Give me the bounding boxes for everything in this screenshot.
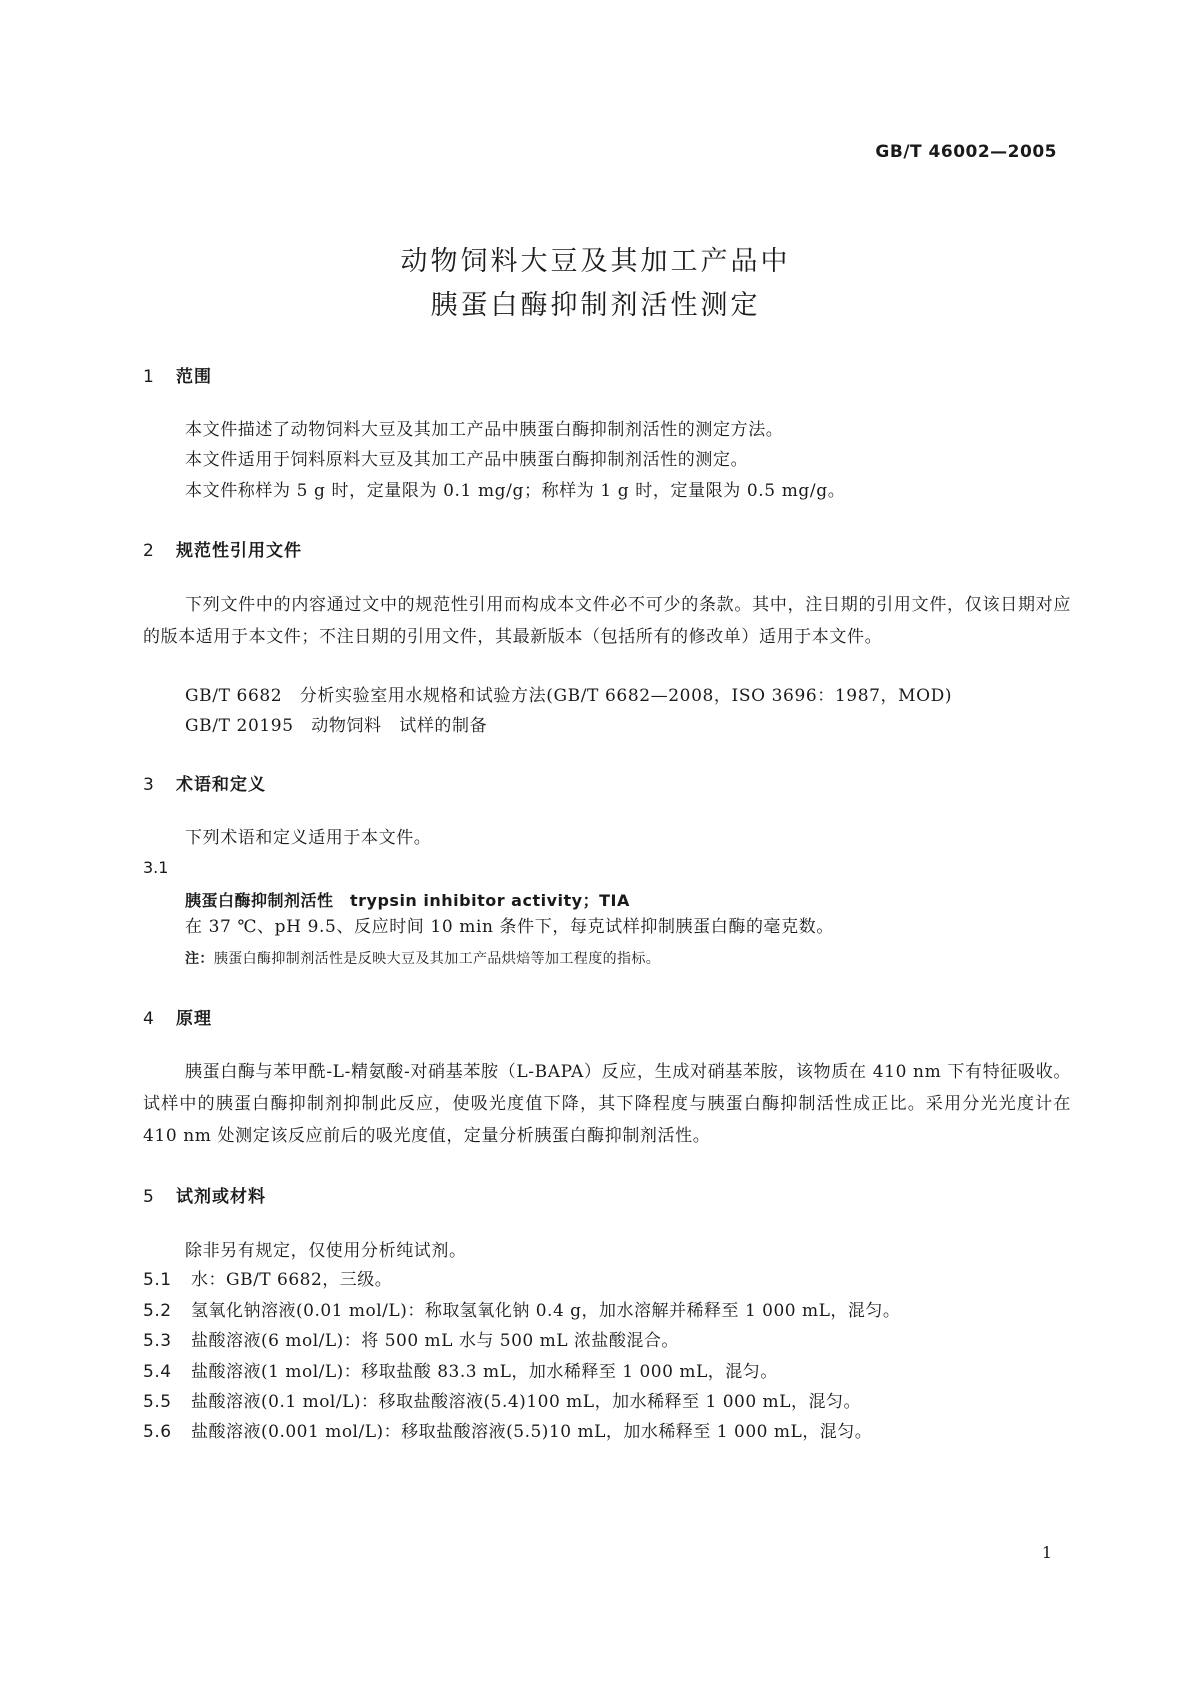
section-3-heading <box>143 770 266 795</box>
term-definition: 在 37 ℃、pH 9.5、反应时间 10 min 条件下，每克试样抑制胰蛋白酶的毫克数。 <box>185 917 834 937</box>
reagent-number: 5.2 <box>143 1301 172 1321</box>
section-1-number: 1 <box>143 367 155 387</box>
section-2-heading <box>143 536 302 561</box>
standard-code: GB/T 46002—2005 <box>875 142 1057 162</box>
reagent-text: 水：GB/T 6682，三级。 <box>191 1270 393 1290</box>
reference-2: GB/T 20195 动物饲料 试样的制备 <box>185 716 488 736</box>
section-1-paragraph-3: 本文件称样为 5 g 时，定量限为 0.1 mg/g；称样为 1 g 时，定量限为 0.5 mg/g。 <box>185 481 846 501</box>
section-4-title: 原理 <box>176 1009 212 1029</box>
reagent-item <box>143 1357 778 1382</box>
section-5-title: 试剂或材料 <box>176 1187 266 1207</box>
section-5-intro: 除非另有规定，仅使用分析纯试剂。 <box>185 1241 467 1261</box>
section-1-paragraph-1: 本文件描述了动物饲料大豆及其加工产品中胰蛋白酶抑制剂活性的测定方法。 <box>185 420 784 440</box>
section-3-title: 术语和定义 <box>176 775 266 795</box>
section-4-text: 胰蛋白酶与苯甲酰-L-精氨酸-对硝基苯胺（L-BAPA）反应，生成对硝基苯胺，该物质在 410 nm 下有特征吸收。试样中的胰蛋白酶抑制剂抑制此反应，使吸光度值下降，其下降程度与胰蛋白酶抑制活性成正比。采用分光光度计在 410 nm 处测定该反应前后的吸光度值，定量分析胰蛋白酶抑制剂活性。 <box>143 1062 1071 1146</box>
reagent-item <box>143 1387 861 1412</box>
reagent-item <box>143 1296 900 1321</box>
reagent-text: 氢氧化钠溶液(0.01 mol/L)：称取氢氧化钠 0.4 g，加水溶解并稀释至 1 000 mL，混匀。 <box>191 1301 901 1321</box>
reagent-item <box>143 1265 392 1290</box>
reagent-text: 盐酸溶液(0.001 mol/L)：移取盐酸溶液(5.5)10 mL，加水稀释至 1 000 mL，混匀。 <box>191 1422 873 1442</box>
reagent-text: 盐酸溶液(0.1 mol/L)：移取盐酸溶液(5.4)100 mL，加水稀释至 1 000 mL，混匀。 <box>191 1392 861 1412</box>
reagent-item <box>143 1326 679 1351</box>
reagent-number: 5.3 <box>143 1331 172 1351</box>
section-5-number: 5 <box>143 1187 155 1207</box>
term-title: 胰蛋白酶抑制剂活性 trypsin inhibitor activity；TIA <box>185 891 630 910</box>
title-line-2: 胰蛋白酶抑制剂活性测定 <box>430 290 761 321</box>
reagent-item <box>143 1417 872 1442</box>
section-1-heading <box>143 362 212 387</box>
document-title <box>0 240 1191 328</box>
term-note <box>185 948 660 968</box>
note-text: 胰蛋白酶抑制剂活性是反映大豆及其加工产品烘焙等加工程度的指标。 <box>213 951 661 967</box>
section-3-intro: 下列术语和定义适用于本文件。 <box>185 828 432 848</box>
section-5-heading <box>143 1182 266 1207</box>
section-2-number: 2 <box>143 541 155 561</box>
reagent-number: 5.6 <box>143 1422 172 1442</box>
reagent-text: 盐酸溶液(1 mol/L)：移取盐酸 83.3 mL，加水稀释至 1 000 mL，混匀。 <box>191 1362 778 1382</box>
section-1-title: 范围 <box>176 367 212 387</box>
section-1-paragraph-2: 本文件适用于饲料原料大豆及其加工产品中胰蛋白酶抑制剂活性的测定。 <box>185 450 749 470</box>
title-line-1: 动物饲料大豆及其加工产品中 <box>400 246 791 277</box>
reagent-number: 5.5 <box>143 1392 172 1412</box>
section-2-intro: 下列文件中的内容通过文中的规范性引用而构成本文件必不可少的条款。其中，注日期的引用文件，仅该日期对应的版本适用于本文件；不注日期的引用文件，其最新版本（包括所有的修改单）适用于本文件。 <box>143 595 1071 647</box>
reagent-text: 盐酸溶液(6 mol/L)：将 500 mL 水与 500 mL 浓盐酸混合。 <box>191 1331 679 1351</box>
reagent-number: 5.1 <box>143 1270 172 1290</box>
term-number: 3.1 <box>143 858 169 877</box>
section-3-number: 3 <box>143 775 155 795</box>
page-number: 1 <box>1041 1543 1052 1562</box>
section-4-number: 4 <box>143 1009 155 1029</box>
section-4-heading <box>143 1004 212 1029</box>
reference-1: GB/T 6682 分析实验室用水规格和试验方法(GB/T 6682—2008，ISO 3696：1987，MOD) <box>185 686 953 706</box>
section-2-title: 规范性引用文件 <box>176 541 302 561</box>
reagent-number: 5.4 <box>143 1362 172 1382</box>
note-label: 注： <box>185 951 214 967</box>
